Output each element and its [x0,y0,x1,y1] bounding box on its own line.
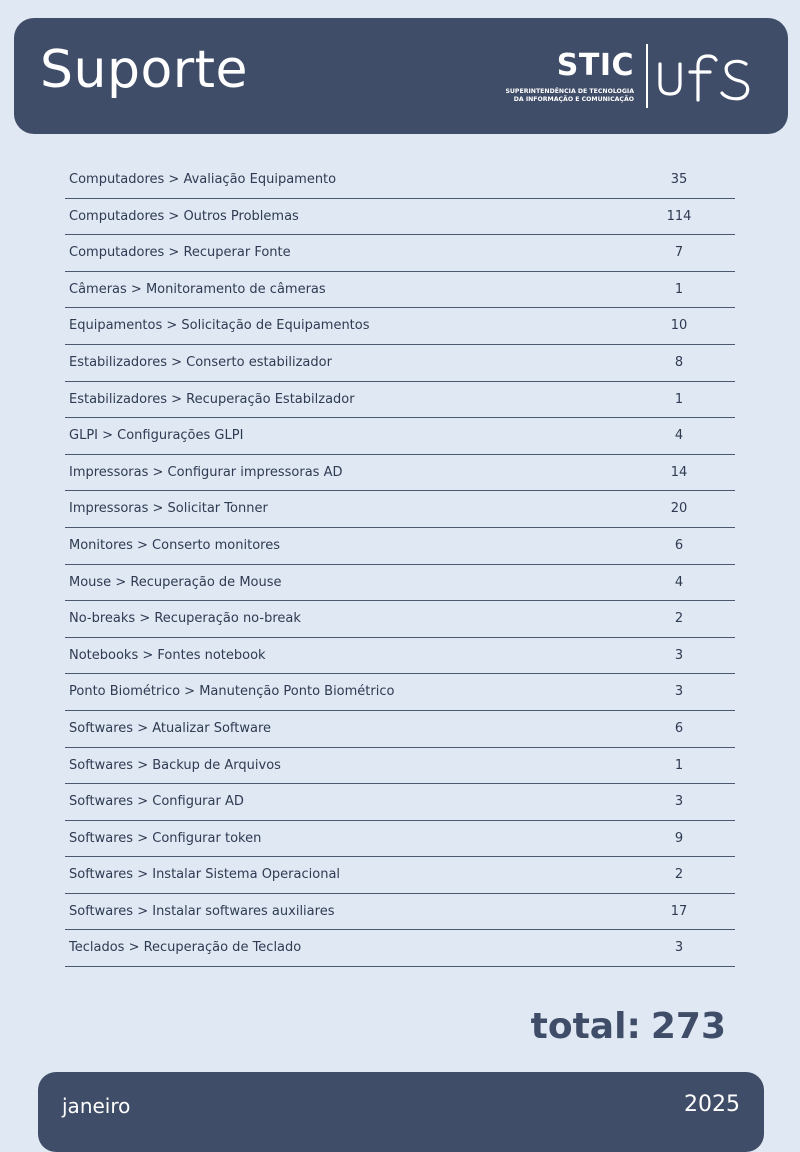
stic-ufs-logo [505,44,758,110]
row-count: 2 [674,867,684,883]
row-category: Impressoras > Solicitar Tonner [69,501,268,517]
row-count: 6 [674,537,684,553]
table-row [65,748,735,785]
row-category: Softwares > Backup de Arquivos [69,757,281,773]
table-row [65,345,735,382]
logo-subtitle [505,88,634,104]
footer-month: janeiro [62,1094,131,1118]
table-row [65,162,735,199]
row-category: Teclados > Recuperação de Teclado [69,940,302,956]
table-row [65,272,735,309]
table-row [65,235,735,272]
row-category: Impressoras > Configurar impressoras AD [69,464,343,480]
row-count: 6 [674,720,684,736]
row-category: Estabilizadores > Recuperação Estabilzador [69,391,355,407]
row-category: Mouse > Recuperação de Mouse [69,574,282,590]
row-category: Softwares > Instalar Sistema Operacional [69,867,341,883]
logo-subtitle-line1: SUPERINTENDÊNCIA DE TECNOLOGIA [505,88,634,95]
row-count: 4 [674,574,684,590]
table-row [65,821,735,858]
row-category: Softwares > Configurar token [69,830,262,846]
table-row [65,638,735,675]
row-category: No-breaks > Recuperação no-break [69,611,301,627]
logo-stic-text: STIC [556,48,634,83]
row-count: 14 [670,464,688,480]
logo-divider [646,44,648,108]
row-category: Softwares > Instalar softwares auxiliares [69,903,335,919]
row-count: 1 [674,757,684,773]
row-category: Softwares > Atualizar Software [69,720,272,736]
row-category: Notebooks > Fontes notebook [69,647,266,663]
table-row [65,601,735,638]
footer-banner [38,1072,764,1152]
support-table [65,162,735,967]
row-category: Softwares > Configurar AD [69,794,244,810]
row-count: 1 [674,391,684,407]
table-row [65,455,735,492]
table-row [65,565,735,602]
row-count: 2 [674,611,684,627]
table-row [65,382,735,419]
row-category: Computadores > Avaliação Equipamento [69,172,337,187]
row-category: Estabilizadores > Conserto estabilizador [69,354,332,370]
table-row [65,528,735,565]
table-row [65,491,735,528]
row-category: Computadores > Recuperar Fonte [69,245,291,261]
row-count: 114 [666,208,692,224]
row-count: 4 [674,428,684,444]
total-value: 273 [650,1006,726,1047]
table-row [65,711,735,748]
row-count: 7 [674,245,684,261]
header-banner [14,18,788,134]
row-count: 10 [670,318,688,334]
footer-year: 2025 [684,1092,740,1117]
table-row [65,894,735,931]
row-count: 9 [674,830,684,846]
ufs-logo-icon [654,48,758,106]
row-category: Computadores > Outros Problemas [69,208,299,224]
table-row [65,857,735,894]
table-row [65,308,735,345]
row-category: Ponto Biométrico > Manutenção Ponto Biométrico [69,684,395,700]
total [531,1006,726,1047]
row-count: 3 [674,684,684,700]
row-category: Equipamentos > Solicitação de Equipamentos [69,318,370,334]
row-category: Monitores > Conserto monitores [69,537,280,553]
row-count: 17 [670,903,688,919]
page-title: Suporte [40,40,249,100]
row-category: Câmeras > Monitoramento de câmeras [69,281,326,297]
table-row [65,418,735,455]
row-count: 3 [674,940,684,956]
row-count: 35 [670,172,688,187]
logo-subtitle-line2: DA INFORMAÇÃO E COMUNICAÇÃO [513,96,634,103]
table-row [65,930,735,967]
row-category: GLPI > Configurações GLPI [69,428,244,444]
table-row [65,674,735,711]
total-label: total: [530,1006,641,1047]
row-count: 3 [674,647,684,663]
table-row [65,199,735,236]
row-count: 8 [674,354,684,370]
row-count: 1 [674,281,684,297]
table-row [65,784,735,821]
row-count: 3 [674,794,684,810]
row-count: 20 [670,501,688,517]
